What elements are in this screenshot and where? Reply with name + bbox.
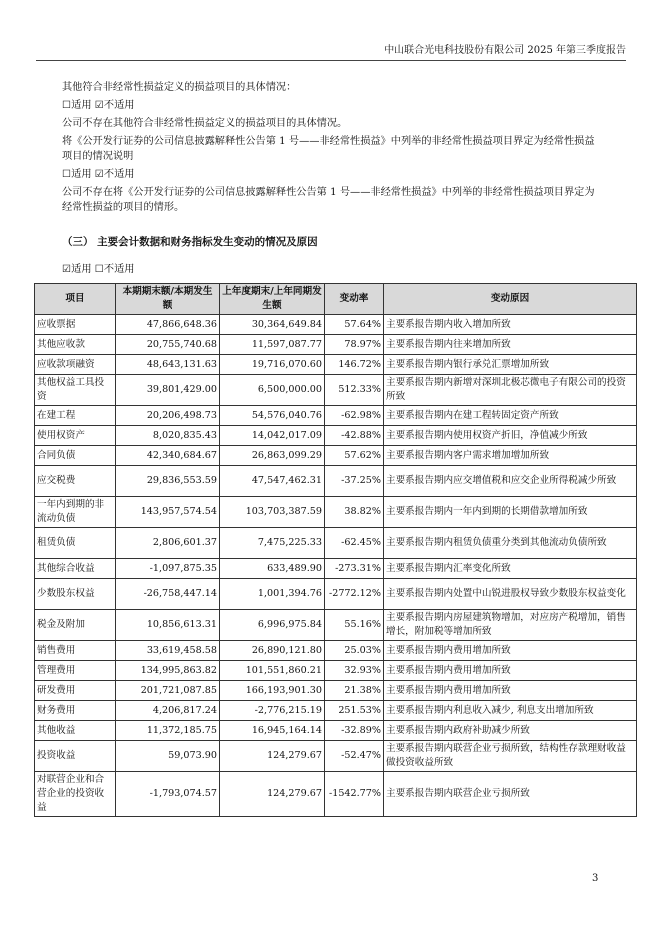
cell-item: 其他综合收益 <box>35 559 116 579</box>
cell-current: 48,643,131.63 <box>116 355 220 375</box>
table-row <box>35 559 637 579</box>
table-header-row <box>35 284 637 315</box>
cell-rate: -37.25% <box>325 466 384 497</box>
cell-reason: 主要系报告期内应交增值税和应交企业所得税减少所致 <box>384 466 637 497</box>
cell-reason: 主要系报告期内租赁负债重分类到其他流动负债所致 <box>384 528 637 559</box>
cell-reason: 主要系报告期内往来增加所致 <box>384 335 637 355</box>
table-row <box>35 641 637 661</box>
cell-item: 使用权资产 <box>35 426 116 446</box>
cell-item: 一年内到期的非流动负债 <box>35 497 116 528</box>
cell-current: 134,995,863.82 <box>116 661 220 681</box>
cell-rate: 32.93% <box>325 661 384 681</box>
cell-prior: 124,279.67 <box>220 772 325 817</box>
cell-item: 应收款项融资 <box>35 355 116 375</box>
cell-item: 应交税费 <box>35 466 116 497</box>
column-header-reason: 变动原因 <box>384 284 637 315</box>
intro-line-2: 公司不存在其他符合非经常性损益定义的损益项目的具体情况。 <box>62 118 348 129</box>
cell-rate: -42.88% <box>325 426 384 446</box>
cell-prior: 1,001,394.76 <box>220 579 325 610</box>
cell-reason: 主要系报告期内联营企业亏损所致 <box>384 772 637 817</box>
cell-prior: 26,890,121.80 <box>220 641 325 661</box>
cell-rate: 78.97% <box>325 335 384 355</box>
cell-current: 10,856,613.31 <box>116 610 220 641</box>
cell-prior: 14,042,017.09 <box>220 426 325 446</box>
cell-rate: 57.62% <box>325 446 384 466</box>
table-row <box>35 335 637 355</box>
cell-item: 其他权益工具投资 <box>35 375 116 406</box>
cell-current: 59,073.90 <box>116 741 220 772</box>
cell-rate: 512.33% <box>325 375 384 406</box>
table-row <box>35 446 637 466</box>
table-row <box>35 681 637 701</box>
cell-rate: -62.98% <box>325 406 384 426</box>
cell-prior: 11,597,087.77 <box>220 335 325 355</box>
page-header <box>36 44 626 61</box>
cell-rate: 146.72% <box>325 355 384 375</box>
table-row <box>35 721 637 741</box>
cell-rate: 57.64% <box>325 315 384 335</box>
cell-current: 20,755,740.68 <box>116 335 220 355</box>
cell-rate: -2772.12% <box>325 579 384 610</box>
cell-reason: 主要系报告期内费用增加所致 <box>384 681 637 701</box>
cell-item: 租赁负债 <box>35 528 116 559</box>
cell-current: -1,793,074.57 <box>116 772 220 817</box>
table-row <box>35 466 637 497</box>
cell-item: 研发费用 <box>35 681 116 701</box>
cell-item: 投资收益 <box>35 741 116 772</box>
table-row <box>35 315 637 335</box>
table-row <box>35 701 637 721</box>
cell-rate: 38.82% <box>325 497 384 528</box>
cell-rate: 251.53% <box>325 701 384 721</box>
cell-prior: 633,489.90 <box>220 559 325 579</box>
cell-reason: 主要系报告期内政府补助减少所致 <box>384 721 637 741</box>
applicability-choice-2: ☐适用 ☑不适用 <box>62 169 135 180</box>
cell-rate: 21.38% <box>325 681 384 701</box>
cell-reason: 主要系报告期内费用增加所致 <box>384 661 637 681</box>
table-row <box>35 579 637 610</box>
column-header-item: 项目 <box>35 284 116 315</box>
cell-reason: 主要系报告期内一年内到期的长期借款增加所致 <box>384 497 637 528</box>
cell-rate: -32.89% <box>325 721 384 741</box>
cell-reason: 主要系报告期内汇率变化所致 <box>384 559 637 579</box>
cell-current: -1,097,875.35 <box>116 559 220 579</box>
cell-current: -26,758,447.14 <box>116 579 220 610</box>
column-header-current: 本期期末额/本期发生额 <box>116 284 220 315</box>
table-row <box>35 355 637 375</box>
cell-rate: -1542.77% <box>325 772 384 817</box>
cell-current: 29,836,553.59 <box>116 466 220 497</box>
cell-prior: 30,364,649.84 <box>220 315 325 335</box>
cell-prior: 54,576,040.76 <box>220 406 325 426</box>
intro-line-4: 公司不存在将《公开发行证券的公司信息披露解释性公告第 1 号——非经常性损益》中列举的非经常性损益项目界定为经常性损益的项目的情形。 <box>62 187 595 213</box>
cell-item: 其他应收款 <box>35 335 116 355</box>
cell-prior: 101,551,860.21 <box>220 661 325 681</box>
cell-item: 财务费用 <box>35 701 116 721</box>
table-row <box>35 375 637 406</box>
cell-prior: 47,547,462.31 <box>220 466 325 497</box>
intro-line-1: 其他符合非经常性损益定义的损益项目的具体情况： <box>62 82 297 93</box>
cell-current: 39,801,429.00 <box>116 375 220 406</box>
cell-rate: 25.03% <box>325 641 384 661</box>
cell-reason: 主要系报告期内客户需求增加增加所致 <box>384 446 637 466</box>
cell-prior: 26,863,099.29 <box>220 446 325 466</box>
cell-item: 销售费用 <box>35 641 116 661</box>
cell-current: 42,340,684.67 <box>116 446 220 466</box>
table-row <box>35 772 637 817</box>
cell-reason: 主要系报告期内利息收入减少, 利息支出增加所致 <box>384 701 637 721</box>
column-header-rate: 变动率 <box>325 284 384 315</box>
cell-current: 8,020,835.43 <box>116 426 220 446</box>
cell-item: 合同负债 <box>35 446 116 466</box>
section-applicability-choice: ☑适用 ☐不适用 <box>62 264 135 275</box>
cell-item: 管理费用 <box>35 661 116 681</box>
cell-rate: 55.16% <box>325 610 384 641</box>
cell-rate: -273.31% <box>325 559 384 579</box>
cell-prior: 7,475,225.33 <box>220 528 325 559</box>
cell-reason: 主要系报告期内收入增加所致 <box>384 315 637 335</box>
cell-item: 对联营企业和合营企业的投资收益 <box>35 772 116 817</box>
cell-current: 33,619,458.58 <box>116 641 220 661</box>
financial-changes-table <box>34 283 637 817</box>
cell-prior: 166,193,901.30 <box>220 681 325 701</box>
cell-current: 2,806,601.37 <box>116 528 220 559</box>
cell-prior: 6,996,975.84 <box>220 610 325 641</box>
cell-prior: 19,716,070.60 <box>220 355 325 375</box>
cell-prior: 124,279.67 <box>220 741 325 772</box>
cell-prior: -2,776,215.19 <box>220 701 325 721</box>
cell-reason: 主要系报告期内处置中山锐进股权导致少数股东权益变化 <box>384 579 637 610</box>
cell-item: 少数股东权益 <box>35 579 116 610</box>
section-heading: （三） 主要会计数据和财务指标发生变动的情况及原因 <box>62 236 318 248</box>
cell-item: 税金及附加 <box>35 610 116 641</box>
cell-reason: 主要系报告期内房屋建筑物增加，对应房产税增加，销售增长，附加税等增加所致 <box>384 610 637 641</box>
cell-prior: 6,500,000.00 <box>220 375 325 406</box>
cell-reason: 主要系报告期内在建工程转固定资产所致 <box>384 406 637 426</box>
cell-item: 其他收益 <box>35 721 116 741</box>
table-row <box>35 528 637 559</box>
cell-current: 4,206,817.24 <box>116 701 220 721</box>
cell-reason: 主要系报告期内联营企业亏损所致，结构性存款理财收益做投资收益所致 <box>384 741 637 772</box>
cell-current: 11,372,185.75 <box>116 721 220 741</box>
cell-item: 应收票据 <box>35 315 116 335</box>
table-row <box>35 741 637 772</box>
cell-rate: -52.47% <box>325 741 384 772</box>
table-row <box>35 610 637 641</box>
cell-rate: -62.45% <box>325 528 384 559</box>
cell-current: 20,206,498.73 <box>116 406 220 426</box>
intro-line-3: 将《公开发行证券的公司信息披露解释性公告第 1 号——非经常性损益》中列举的非经常性损益项目界定为经常性损益项目的情况说明 <box>62 136 595 162</box>
cell-reason: 主要系报告期内费用增加所致 <box>384 641 637 661</box>
cell-reason: 主要系报告期内使用权资产折旧，净值减少所致 <box>384 426 637 446</box>
table-row <box>35 426 637 446</box>
table-row <box>35 497 637 528</box>
cell-reason: 主要系报告期内新增对深圳北极芯微电子有限公司的投资所致 <box>384 375 637 406</box>
header-text: 中山联合光电科技股份有限公司 2025 年第三季度报告 <box>384 45 626 56</box>
cell-prior: 103,703,387.59 <box>220 497 325 528</box>
page-number: 3 <box>592 873 599 884</box>
cell-item: 在建工程 <box>35 406 116 426</box>
column-header-prior: 上年度期末/上年同期发生额 <box>220 284 325 315</box>
cell-current: 47,866,648.36 <box>116 315 220 335</box>
applicability-choice-1: ☐适用 ☑不适用 <box>62 100 135 111</box>
cell-reason: 主要系报告期内银行承兑汇票增加所致 <box>384 355 637 375</box>
cell-current: 201,721,087.85 <box>116 681 220 701</box>
table-row <box>35 406 637 426</box>
table-row <box>35 661 637 681</box>
cell-prior: 16,945,164.14 <box>220 721 325 741</box>
cell-current: 143,957,574.54 <box>116 497 220 528</box>
